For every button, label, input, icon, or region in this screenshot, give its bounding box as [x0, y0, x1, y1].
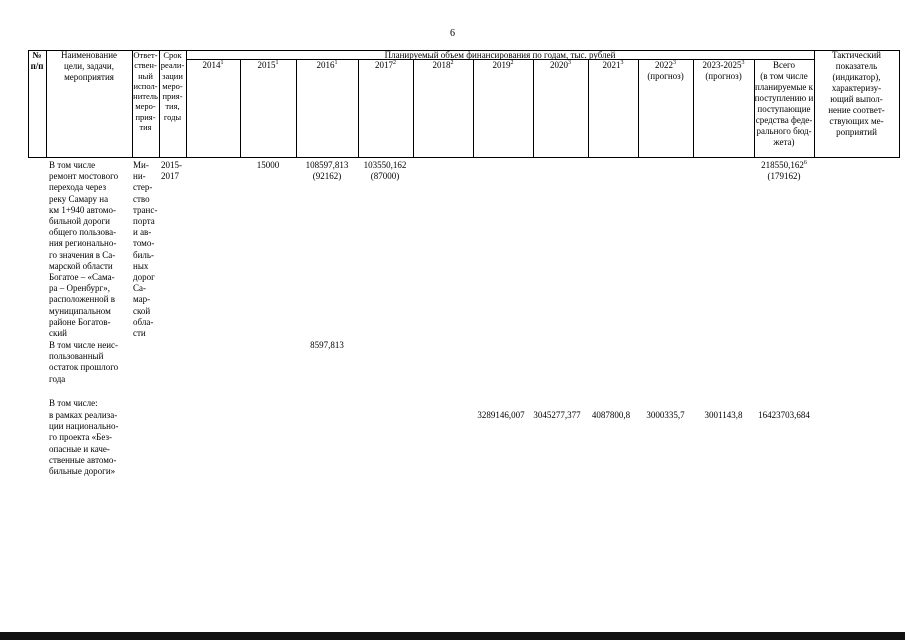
header-year-2019: 2019$^2$ — [492, 60, 514, 70]
row3-name: В том числе: — [49, 398, 98, 408]
header-indicator: Тактический показатель (индикатор), характеризу- ющий выпол- нение соответ- ствующих ме- роприятий — [828, 50, 885, 137]
header-term: Срок реали- зации меро- прия- тия, годы — [160, 50, 185, 122]
row1-total-value: 218550,162$^6$ (179162) — [761, 160, 807, 182]
header-num: № п/п — [30, 50, 44, 71]
header-year-2017: 2017$^2$ — [375, 60, 396, 70]
row4-total-value: 16423703,684 — [758, 410, 810, 420]
table-header — [28, 50, 900, 158]
row4-2021-value: 4087800,8 — [591, 410, 631, 420]
row1-responsible: Ми- ни- стер- ство транс- порта и ав- томо- биль- ных дорог Са- мар- ской обла- сти — [133, 160, 158, 339]
row2-2016-value: 8597,813 — [310, 340, 344, 350]
header-year-2022: 2022$^3$ (прогноз) — [647, 60, 684, 81]
row2-name: В том числе неис- пользованный остаток прошлого года — [49, 340, 119, 384]
header-year-2015: 2015$^1$ — [257, 60, 279, 70]
row1-2016-value: 108597,813 (92162) — [305, 160, 349, 182]
header-year-2020: 2020$^3$ — [550, 60, 571, 70]
page-number: 6 — [450, 28, 455, 39]
row4-2023-2025-value: 3001143,8 — [704, 410, 743, 420]
header-total: Всего (в том числе планируемые к поступлению и поступающие средства феде- рального бюд- жета) — [754, 60, 814, 147]
row4-name: в рамках реализа- ции национально- го проекта «Без- опасные и каче- ственные автомо- бильные дороги» — [49, 410, 119, 477]
header-year-2021: 2021$^3$ — [602, 60, 624, 70]
row4-2020-value: 3045277,377 — [533, 410, 581, 420]
header-financing-group: Планируемый объем финансирования по годам, тыс. рублей — [384, 50, 616, 60]
header-responsible: Ответ- ствен- ный испол- нитель меро- прия- тия — [133, 50, 158, 133]
header-year-2016: 2016$^1$ — [316, 60, 338, 70]
scan-bottom-edge — [0, 632, 905, 640]
row1-term: 2015- 2017 — [161, 160, 182, 182]
header-year-2014: 2014$^1$ — [202, 60, 224, 70]
row4-2022-value: 3000335,7 — [646, 410, 685, 420]
header-name: Наименование цели, задачи, мероприятия — [60, 50, 118, 82]
header-year-2023-2025: 2023-2025$^3$ (прогноз) — [702, 60, 745, 81]
row1-name: В том числе ремонт мостового перехода через реку Самару на км 1+940 автомо- бильной дороги общего пользова- ния регионально- го значения в Са- марской области Богатое – «Сама- ра – Оренбург», расположенной в муниципальном районе Богатов- ский — [49, 160, 119, 339]
row4-2019-value: 3289146,007 — [477, 410, 525, 420]
row1-2015-value: 15000 — [256, 160, 280, 170]
row1-2017-value: 103550,162 (87000) — [363, 160, 407, 182]
header-year-2018: 2018$^2$ — [432, 60, 454, 70]
